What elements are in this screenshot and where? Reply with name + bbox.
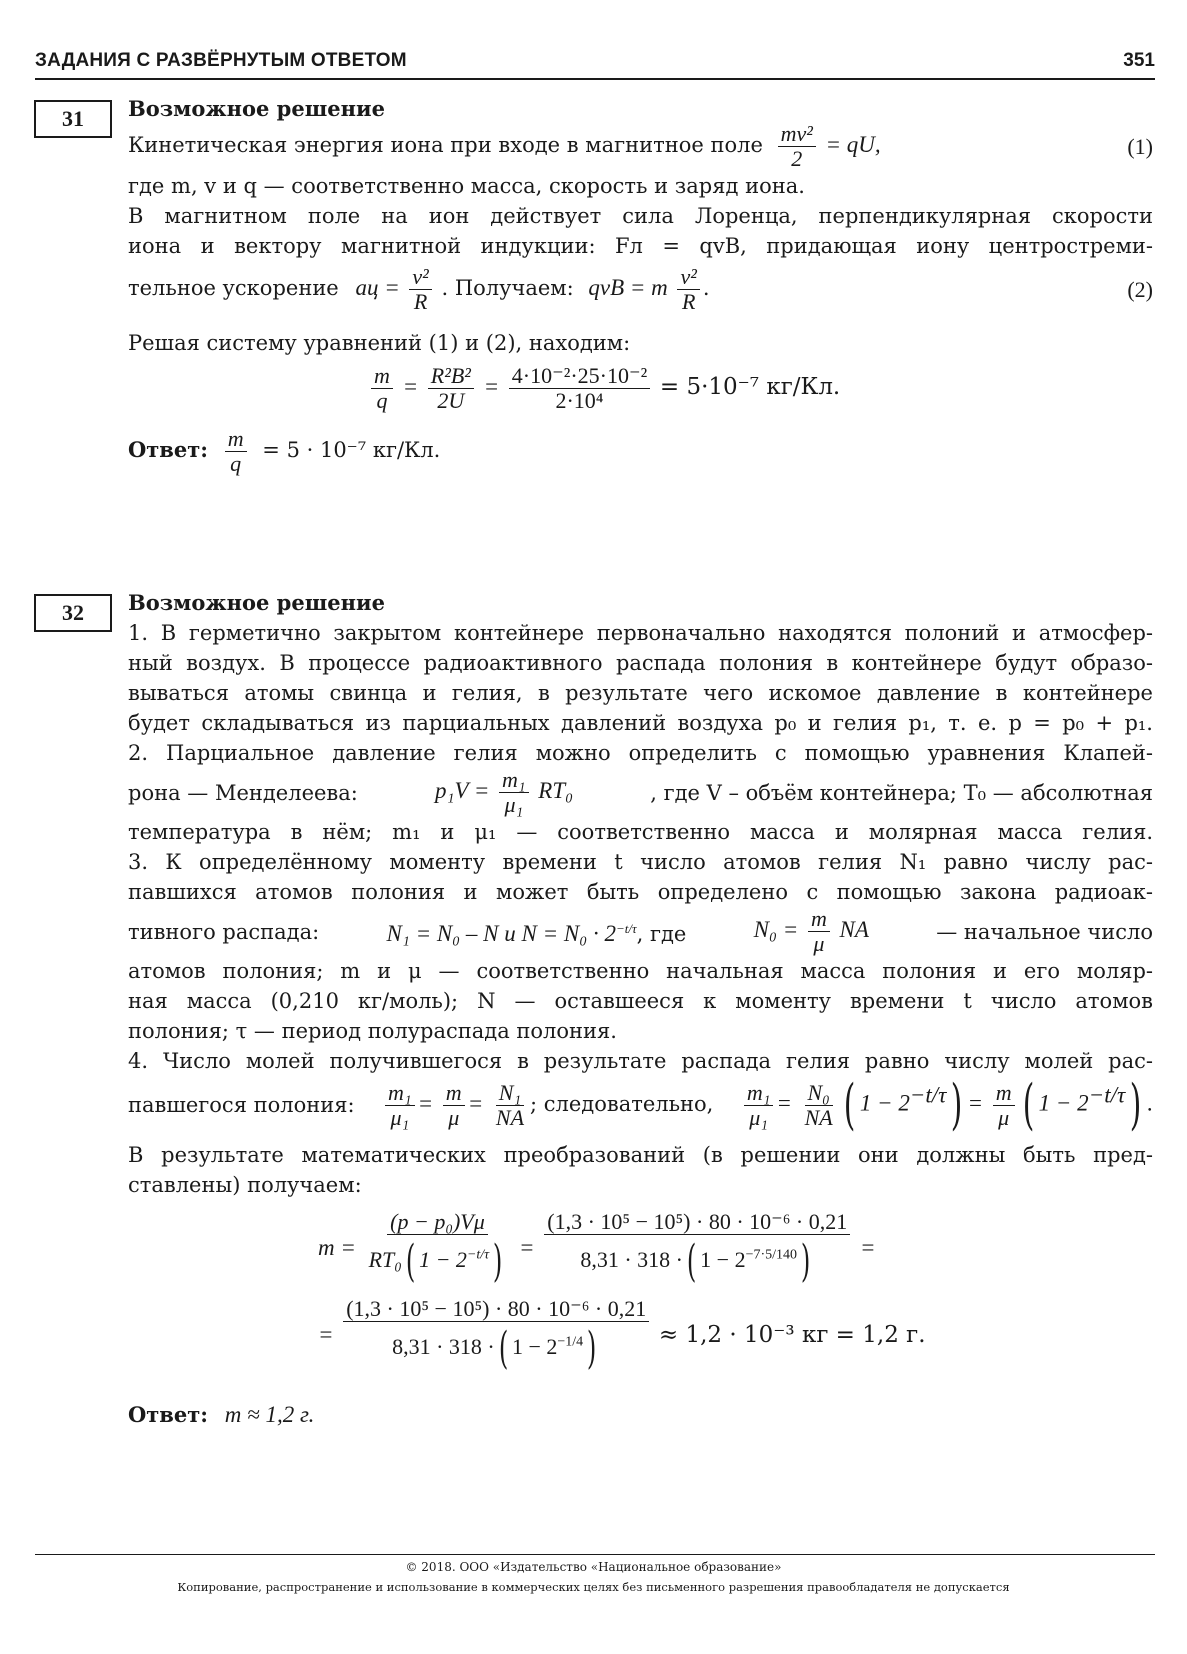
task-32-p2-line2: рона — Менделеева: p₁V = $\frac{\text{m₁}}{\text{μ₁}}$ RT₀ , где V – объём контейнера; T₀ — абсолютная bbox=[128, 767, 1153, 817]
task-32-p5-line1: В результате математических преобразований (в решении они должны быть пред- bbox=[128, 1143, 1153, 1167]
task-32-p1-line1: 1. В герметично закрытом контейнере первоначально находятся полоний и атмосфер- bbox=[128, 621, 1153, 645]
task-31-eq2-line: тельное ускорение aц = $\frac{\text{v²}}{R}$ . Получаем: qvB = m $\frac{\text{v²}}{R}$ . (2) bbox=[128, 264, 1153, 314]
task-32-p3-line2: павшихся атомов полония и может быть определено с помощью закона радиоак- bbox=[128, 880, 1153, 904]
task-32-p3-line1: 3. К определённому моменту времени t число атомов гелия N₁ равно числу рас- bbox=[128, 850, 1153, 874]
task-31-line6: Решая систему уравнений (1) и (2), находим: bbox=[128, 331, 631, 355]
footer-copyright: © 2018. ООО «Издательство «Национальное образование» bbox=[405, 1560, 782, 1574]
task-32-title: Возможное решение bbox=[128, 590, 385, 615]
kinetic-energy-fraction: $\frac{\text{mv²}}{2}$ bbox=[778, 122, 816, 171]
task-32-p3-line6: полония; τ — период полураспада полония. bbox=[128, 1019, 617, 1043]
task-32-p3-line5: ная масса (0,210 кг/моль); N — оставшееся к моменту времени t число атомов bbox=[128, 989, 1153, 1013]
eq-number-2: (2) bbox=[1127, 276, 1153, 302]
task-31-line3: В магнитном поле на ион действует сила Лоренца, перпендикулярная скорости bbox=[128, 204, 1153, 228]
section-title: ЗАДАНИЯ С РАЗВЁРНУТЫМ ОТВЕТОМ bbox=[35, 50, 407, 71]
task-31-line4: иона и вектору магнитной индукции: Fл = qvB, придающая иону центростреми- bbox=[128, 234, 1153, 258]
page-number: 351 bbox=[1123, 50, 1155, 71]
task-32-final-calc-2: = $\frac{\text{(1,3 · 10⁵ − 10⁵) · 80 · 10⁻⁶ · 0,21}}{8,31 \cdot 318 \cdot( 1 - 2^{-1/4})}$ ≈ 1,2 · 10⁻³ кг = 1,2 г. bbox=[318, 1296, 926, 1374]
task-32-answer: Ответ: m ≈ 1,2 г. bbox=[128, 1402, 315, 1427]
task-31-eq1-line: Кинетическая энергия иона при входе в магнитное поле $\frac{\text{mv²}}{2}$ = qU, (1) bbox=[128, 121, 1153, 171]
task-31-answer: Ответ: $\frac{m}{q}$ = 5 · 10⁻⁷ кг/Кл. bbox=[128, 426, 441, 476]
eq-number-1: (1) bbox=[1127, 133, 1153, 159]
task-32-final-calc-1: m = $\frac{\text{(p − p₀)Vμ}}{RT_0( 1 - 2^{-t/\tau})}$ = $\frac{\text{(1,3 · 10⁵ − 10⁵) · 80 · 10⁻⁶ · 0,21}}{8,31 \cdot 318 \cdot( 1 - 2^{-7\cdot 5/140})}$ = bbox=[318, 1209, 876, 1287]
footer-notice: Копирование, распространение и использование в коммерческих целях без письменного разрешения правообладателя не допускается bbox=[177, 1580, 1010, 1594]
page-header bbox=[35, 50, 1155, 80]
task-32-p3-line4: атомов полония; m и μ — соответственно начальная масса полония и его моляр- bbox=[128, 959, 1153, 983]
task-31-title: Возможное решение bbox=[128, 96, 385, 121]
centripetal-fraction: $\frac{\text{v²}}{R}$ bbox=[409, 265, 431, 314]
task-32-number: 32 bbox=[34, 594, 112, 632]
task-32-p5-line2: ставлены) получаем: bbox=[128, 1173, 362, 1197]
task-32-p2-line3: температура в нём; m₁ и μ₁ — соответственно масса и молярная масса гелия. bbox=[128, 820, 1153, 844]
task-31-calculation: $\frac{m}{q}$ = $\frac{\text{R²B²}}{2U}$ = $\frac{\text{4·10⁻²·25·10⁻²}}{\text{2·10⁴}}$ = 5·10⁻⁷ кг/Кл. bbox=[128, 364, 1153, 413]
task-32-p1-line3: вываться атомы свинца и гелия, в результате чего искомое давление в контейнере bbox=[128, 681, 1153, 705]
task-31-number: 31 bbox=[34, 100, 112, 138]
task-32-p1-line2: ный воздух. В процессе радиоактивного распада полония в контейнере будут образо- bbox=[128, 651, 1153, 675]
task-32-p1-line4: будет складываться из парциальных давлений воздуха p₀ и гелия p₁, т. е. p = p₀ + p₁. bbox=[128, 711, 1153, 735]
task-32-solution bbox=[128, 588, 1153, 1430]
task-32-p4-line2: павшегося полония: $\frac{\text{m₁}}{\text{μ₁}}$ = $\frac{m}{\mu}$ = $\frac{\text{N₁}}{NA}$ ; следовательно, $\frac{\text{m₁}}{\text{μ₁}}$ = $\frac{\text{N₀}}{NA}$ ( $1 - 2^{-t/\tau}$) = $\frac{m}{\mu}$ ( $1 - 2^{-t/\tau}$) . bbox=[128, 1073, 1153, 1136]
task-32-p4-line1: 4. Число молей получившегося в результате распада гелия равно числу молей рас- bbox=[128, 1049, 1153, 1073]
footer-divider bbox=[35, 1554, 1155, 1555]
task-32-p3-line3: тивного распада: N₁ = N₀ – N и $N = N_0 \cdot 2^{-t/\tau}$, где N₀ = $\frac{m}{\mu}$ NA — начальное число bbox=[128, 906, 1153, 956]
task-31-solution bbox=[128, 94, 1153, 476]
task-32-p2-line1: 2. Парциальное давление гелия можно определить с помощью уравнения Клапей- bbox=[128, 741, 1153, 765]
task-31-line2: где m, v и q — соответственно масса, скорость и заряд иона. bbox=[128, 174, 805, 198]
